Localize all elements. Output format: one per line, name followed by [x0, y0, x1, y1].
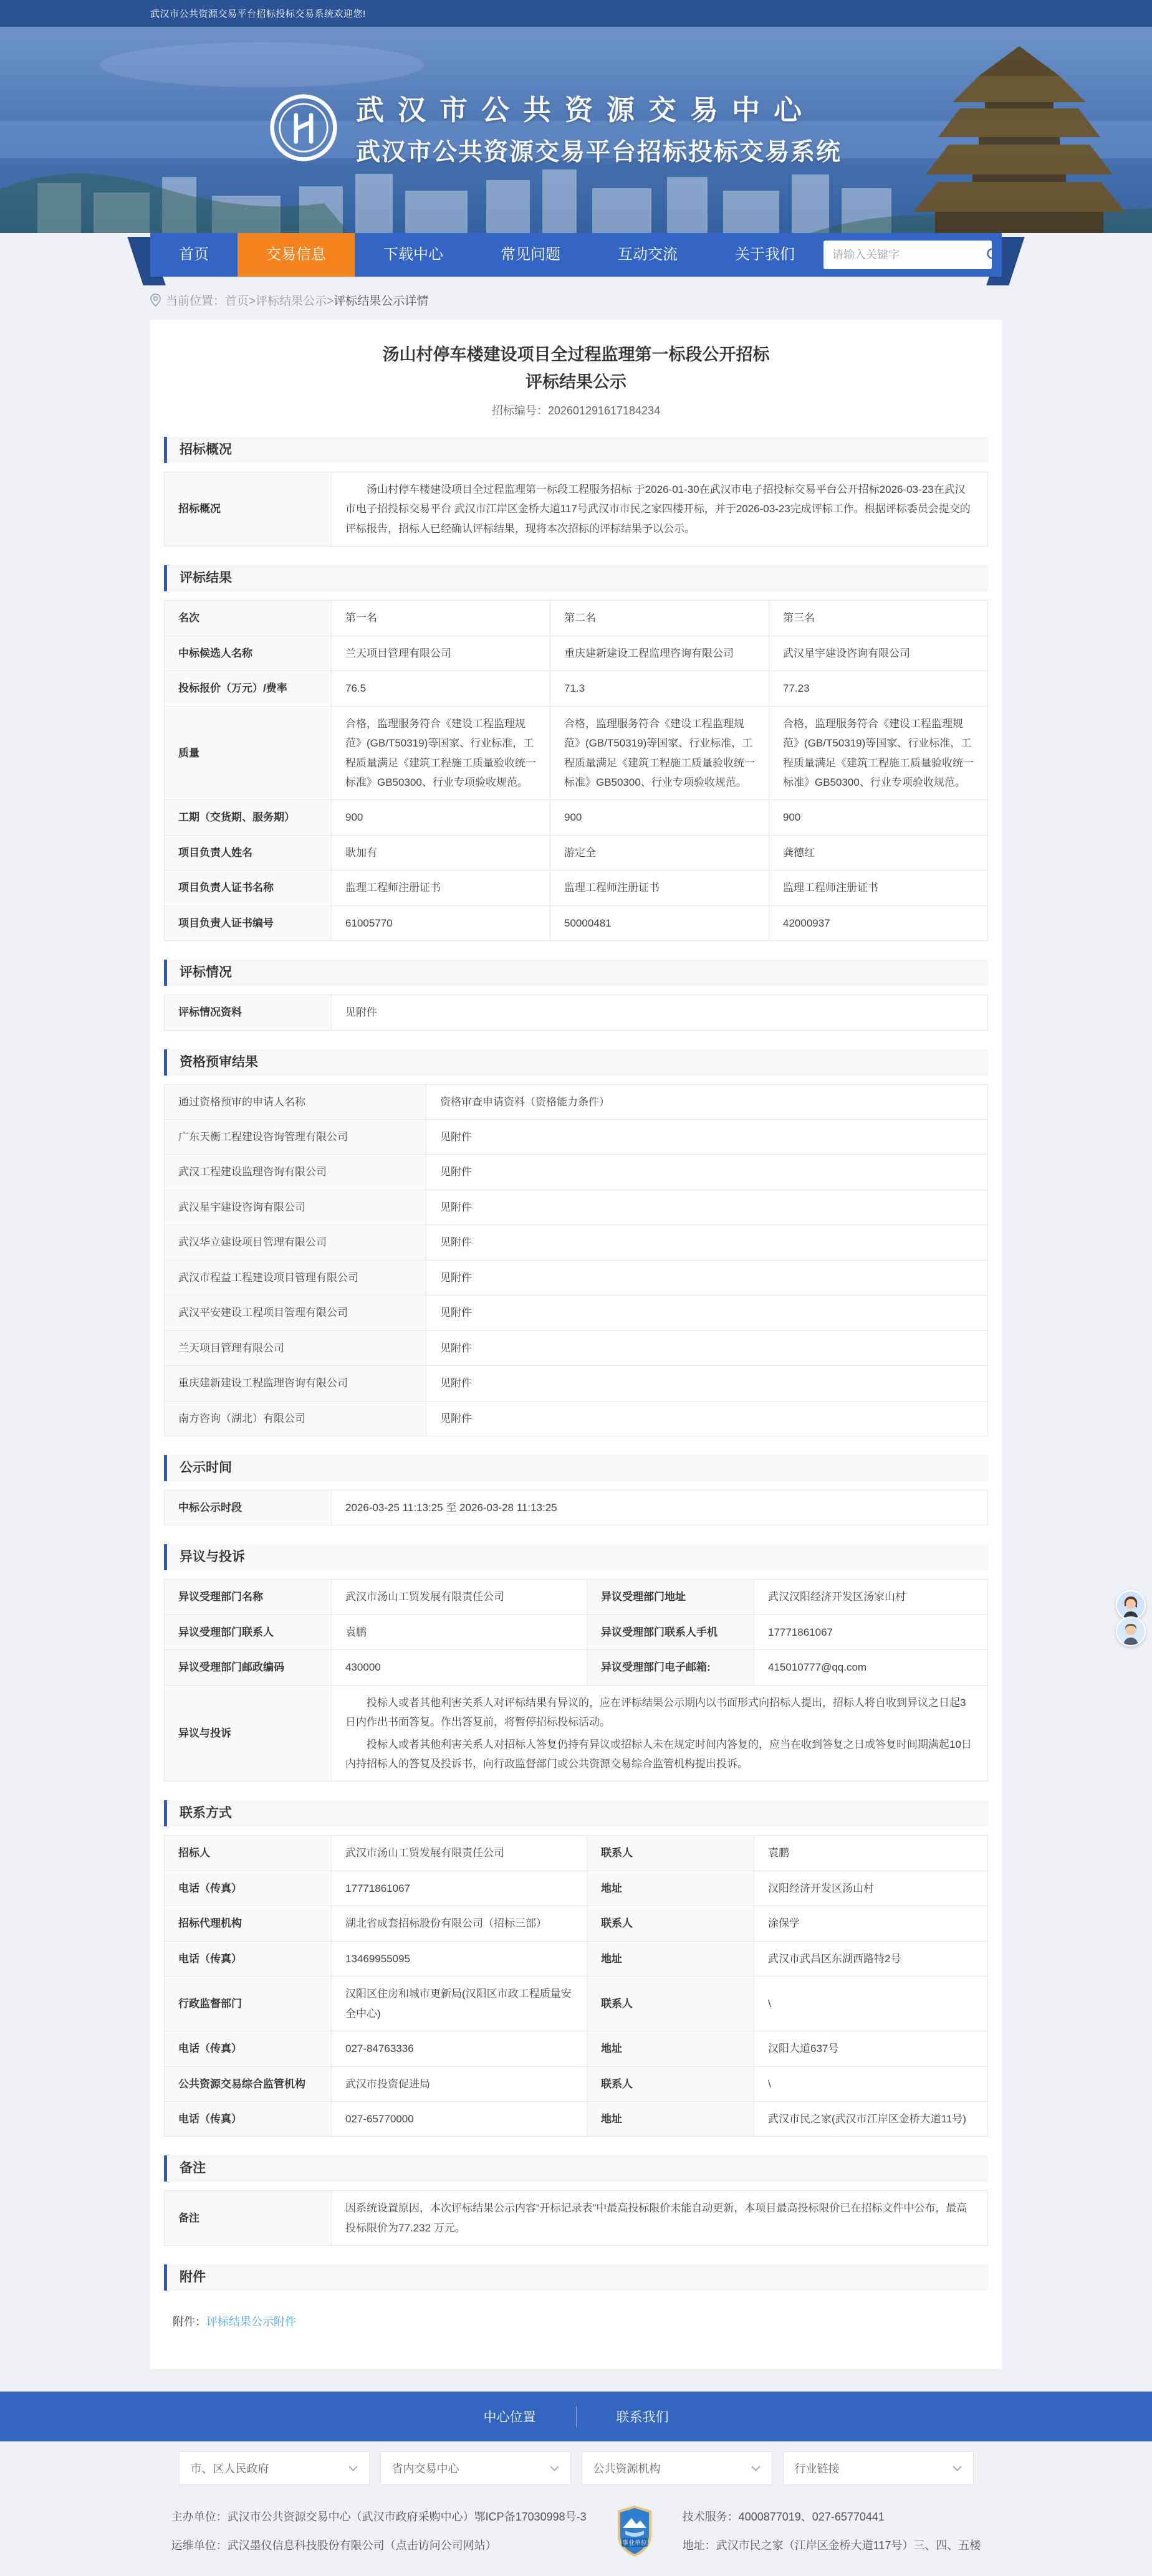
table-row	[165, 1260, 988, 1295]
row-value: \	[754, 2066, 988, 2101]
footer-link-location[interactable]: 中心位置	[483, 2410, 536, 2425]
svg-text:事业单位: 事业单位	[622, 2540, 647, 2547]
row-value: 汉阳大道637号	[754, 2031, 988, 2066]
row-label: 投标报价（万元）/费率	[165, 671, 332, 706]
table-row	[165, 1155, 988, 1190]
table-row	[165, 1650, 988, 1685]
footer-info	[150, 2502, 1002, 2560]
applicant-material: 见附件	[426, 1155, 988, 1190]
candidate-2-value: 900	[550, 800, 769, 835]
search-icon	[986, 247, 992, 263]
breadcrumb-path[interactable]: 首页>评标结果公示>	[225, 295, 334, 308]
section-heading-result: 评标结果	[164, 565, 988, 591]
row-label: 行政监督部门	[165, 1977, 332, 2031]
row-label: 异议受理部门地址	[587, 1580, 754, 1615]
table-row	[165, 636, 988, 670]
row-value: 武汉市武昌区东湖西路特2号	[754, 1941, 988, 1976]
chevron-down-icon	[751, 2466, 761, 2471]
customer-service-widget	[1116, 1590, 1147, 1646]
row-value: 袁鹏	[332, 1615, 587, 1649]
row-label: 异议受理部门联系人	[165, 1615, 332, 1649]
table-row	[165, 1366, 988, 1401]
table-row	[165, 1580, 988, 1615]
row-value: 武汉汉阳经济开发区汤家山村	[754, 1580, 988, 1615]
select-province-centers[interactable]: 省内交易中心	[380, 2451, 571, 2485]
applicant-material: 见附件	[426, 1225, 988, 1260]
nav-item-download[interactable]: 下载中心	[383, 246, 443, 263]
applicant-material: 见附件	[426, 1120, 988, 1155]
candidate-3-value: 77.23	[769, 671, 988, 706]
row-label: 电话（传真）	[165, 2101, 332, 2136]
section-heading-prequal: 资格预审结果	[164, 1049, 988, 1076]
row-label: 电话（传真）	[165, 1871, 332, 1906]
applicant-name: 重庆建新建设工程监理咨询有限公司	[165, 1366, 426, 1401]
evaluation-value: 见附件	[332, 995, 988, 1030]
table-row	[165, 1490, 988, 1525]
main-nav	[150, 233, 1002, 277]
table-row	[165, 671, 988, 706]
row-value: \	[754, 1977, 988, 2031]
row-label: 异议与投诉	[165, 1685, 332, 1782]
table-row	[165, 2191, 988, 2246]
chevron-down-icon	[348, 2466, 358, 2471]
breadcrumb	[150, 292, 1002, 308]
objection-statement-row	[165, 1685, 988, 1782]
row-label: 评标情况资料	[165, 995, 332, 1030]
footer-maintenance-line: 运维单位：武汉墨仪信息科技股份有限公司（点击访问公司网站）	[171, 2539, 497, 2552]
applicant-name: 武汉市程益工程建设项目管理有限公司	[165, 1260, 426, 1295]
nav-item-about[interactable]: 关于我们	[735, 246, 795, 263]
table-row	[165, 1120, 988, 1155]
applicant-material: 见附件	[426, 1260, 988, 1295]
table-row	[165, 1225, 988, 1260]
candidate-2-value: 重庆建新建设工程监理咨询有限公司	[550, 636, 769, 670]
applicant-name: 武汉工程建设监理咨询有限公司	[165, 1155, 426, 1190]
candidate-2-value: 游定全	[550, 835, 769, 870]
section-heading-evaluation: 评标情况	[164, 960, 988, 986]
row-value: 涂保学	[754, 1906, 988, 1941]
table-row	[165, 800, 988, 835]
applicant-material: 见附件	[426, 1330, 988, 1365]
select-public-resource-orgs[interactable]: 公共资源机构	[582, 2451, 772, 2485]
attachment-link[interactable]: 评标结果公示附件	[206, 2316, 296, 2329]
customer-service-avatar-secondary[interactable]	[1116, 1616, 1146, 1646]
table-row	[165, 706, 988, 800]
candidate-1-value: 61005770	[332, 905, 550, 940]
footer-bar	[0, 2392, 1152, 2441]
row-value: 汉阳经济开发区汤山村	[754, 1871, 988, 1906]
chevron-down-icon	[953, 2466, 962, 2471]
candidate-3-value: 龚德红	[769, 835, 988, 870]
objection-table	[164, 1579, 988, 1782]
applicant-name: 武汉平安建设工程项目管理有限公司	[165, 1295, 426, 1330]
attachment-label: 附件：	[173, 2316, 206, 2329]
row-value: 430000	[332, 1650, 587, 1685]
candidate-2-value: 监理工程师注册证书	[550, 871, 769, 905]
candidate-3-value: 42000937	[769, 905, 988, 940]
row-label: 中标候选人名称	[165, 636, 332, 670]
candidate-2-value: 50000481	[550, 905, 769, 940]
company-site-link[interactable]: （点击访问公司网站）	[384, 2539, 497, 2552]
row-label: 招标人	[165, 1836, 332, 1871]
row-value: 027-65770000	[332, 2101, 587, 2136]
row-value: 武汉市汤山工贸发展有限责任公司	[332, 1836, 587, 1871]
applicant-material: 见附件	[426, 1366, 988, 1401]
row-label: 地址	[587, 2101, 754, 2136]
notice-card	[150, 320, 1002, 2369]
prequal-table	[164, 1084, 988, 1436]
table-row	[165, 1941, 988, 1976]
candidate-3-value: 900	[769, 800, 988, 835]
section-heading-remark: 备注	[164, 2155, 988, 2182]
row-value: 湖北省成套招标股份有限公司（招标三部）	[332, 1906, 587, 1941]
table-row	[165, 472, 988, 546]
breadcrumb-label: 当前位置：	[166, 295, 226, 308]
candidate-3-value: 武汉星宇建设咨询有限公司	[769, 636, 988, 670]
evaluation-info-table	[164, 995, 988, 1030]
row-label: 工期（交货期、服务期）	[165, 800, 332, 835]
applicant-name: 南方咨询（湖北）有限公司	[165, 1401, 426, 1436]
footer-host-line: 主办单位：武汉市公共资源交易中心（武汉市政府采购中心）鄂ICP备17030998号-3	[171, 2511, 587, 2524]
prequal-header-label: 通过资格预审的申请人名称	[165, 1084, 426, 1119]
applicant-name: 武汉星宇建设咨询有限公司	[165, 1190, 426, 1224]
row-label: 异议受理部门名称	[165, 1580, 332, 1615]
applicant-material: 见附件	[426, 1401, 988, 1436]
prequal-header-value: 资格审查申请资料（资格能力条件）	[426, 1084, 988, 1119]
row-label: 联系人	[587, 1836, 754, 1871]
candidate-1-value: 76.5	[332, 671, 550, 706]
table-row	[165, 905, 988, 940]
row-label: 招标代理机构	[165, 1906, 332, 1941]
welcome-text: 武汉市公共资源交易平台招标投标交易系统欢迎您!	[150, 9, 366, 19]
row-label: 联系人	[587, 1977, 754, 2031]
candidate-1-value: 兰天项目管理有限公司	[332, 636, 550, 670]
applicant-material: 见附件	[426, 1295, 988, 1330]
table-row	[165, 1401, 988, 1436]
row-value: 武汉市汤山工贸发展有限责任公司	[332, 1580, 587, 1615]
select-city-gov[interactable]: 市、区人民政府	[179, 2451, 370, 2485]
row-label: 名次	[165, 601, 332, 636]
site-banner	[0, 27, 1152, 233]
row-value: 袁鹏	[754, 1836, 988, 1871]
location-pin-icon	[150, 293, 161, 307]
public-institution-badge-icon[interactable]	[615, 2504, 654, 2558]
row-label: 招标概况	[165, 472, 332, 546]
objection-statement: 投标人或者其他利害关系人对评标结果有异议的，应在评标结果公示期内以书面形式向招标人提出，招标人将自收到异议之日起3日内作出书面答复。作出答复前，将暂停招标投标活动。 投标人或者其他利害关系人对招标人答复仍持有异议或招标人未在规定时间内答复的，应当在收到答复之日或答复时间期满起10日内持招标人的答复及投诉书，向行政监督部门或公共资源交易综合监管机构提出投诉。	[332, 1685, 988, 1782]
footer-service-line: 技术服务：4000877019、027-65770441	[682, 2511, 885, 2524]
row-value: 17771861067	[332, 1871, 587, 1906]
table-row	[165, 1836, 988, 1871]
table-row	[165, 871, 988, 905]
candidate-1-value: 900	[332, 800, 550, 835]
search-input[interactable]	[823, 241, 986, 269]
row-label: 异议受理部门邮政编码	[165, 1650, 332, 1685]
row-label: 项目负责人姓名	[165, 835, 332, 870]
row-label: 异议受理部门电子邮箱:	[587, 1650, 754, 1685]
row-label: 质量	[165, 706, 332, 800]
footer-link-selects	[150, 2451, 1002, 2485]
section-heading-contacts: 联系方式	[164, 1800, 988, 1826]
applicant-name: 广东天衡工程建设咨询管理有限公司	[165, 1120, 426, 1155]
table-row	[165, 2066, 988, 2101]
row-label: 项目负责人证书名称	[165, 871, 332, 905]
search-button[interactable]	[986, 241, 992, 269]
publicity-table	[164, 1490, 988, 1525]
section-heading-overview: 招标概况	[164, 437, 988, 463]
nav-item-faq[interactable]: 常见问题	[501, 246, 560, 263]
bid-number: 招标编号：202601291617184234	[491, 404, 661, 417]
overview-table	[164, 472, 988, 546]
table-row	[165, 1190, 988, 1224]
row-label: 电话（传真）	[165, 1941, 332, 1976]
candidate-1-value: 合格，监理服务符合《建设工程监理规范》(GB/T50319)等国家、行业标准，工程质量满足《建筑工程施工质量验收统一标准》GB50300、行业专项验收规范。	[332, 706, 550, 800]
row-value: 武汉市民之家(武汉市江岸区金桥大道11号)	[754, 2101, 988, 2136]
section-heading-objection: 异议与投诉	[164, 1544, 988, 1570]
candidate-2-value: 71.3	[550, 671, 769, 706]
customer-service-avatar[interactable]	[1116, 1590, 1146, 1620]
table-row	[165, 835, 988, 870]
applicant-name: 兰天项目管理有限公司	[165, 1330, 426, 1365]
remark-table	[164, 2190, 988, 2246]
applicant-material: 见附件	[426, 1190, 988, 1224]
row-value: 17771861067	[754, 1615, 988, 1649]
table-header-row	[165, 1084, 988, 1119]
row-label: 地址	[587, 2031, 754, 2066]
welcome-bar	[0, 0, 1152, 27]
remark-text: 因系统设置原因，本次评标结果公示内容“开标记录表”中最高投标限价未能自动更新，本项目最高投标限价已在招标文件中公布，最高投标限价为77.232 万元。	[332, 2191, 988, 2246]
row-label: 公共资源交易综合监管机构	[165, 2066, 332, 2101]
table-row	[165, 995, 988, 1030]
row-value: 汉阳区住房和城市更新局(汉阳区市政工程质量安全中心)	[332, 1977, 587, 2031]
candidate-2-value: 第二名	[550, 601, 769, 636]
row-label: 备注	[165, 2191, 332, 2246]
row-value: 13469955095	[332, 1941, 587, 1976]
row-label: 地址	[587, 1871, 754, 1906]
row-label: 异议受理部门联系人手机	[587, 1615, 754, 1649]
candidate-1-value: 监理工程师注册证书	[332, 871, 550, 905]
table-row	[165, 1977, 988, 2031]
table-row	[165, 1295, 988, 1330]
breadcrumb-current: 评标结果公示详情	[334, 295, 429, 308]
publicity-period: 2026-03-25 11:13:25 至 2026-03-28 11:13:25	[332, 1490, 988, 1525]
row-label: 联系人	[587, 2066, 754, 2101]
table-row	[165, 601, 988, 636]
row-label: 联系人	[587, 1906, 754, 1941]
chevron-down-icon	[550, 2466, 559, 2471]
candidate-3-value: 合格，监理服务符合《建设工程监理规范》(GB/T50319)等国家、行业标准，工程质量满足《建筑工程施工质量验收统一标准》GB50300、行业专项验收规范。	[769, 706, 988, 800]
search-box	[823, 241, 992, 269]
applicant-name: 武汉华立建设项目管理有限公司	[165, 1225, 426, 1260]
row-label: 电话（传真）	[165, 2031, 332, 2066]
attachment-line	[173, 2313, 988, 2329]
row-label: 中标公示时段	[165, 1490, 332, 1525]
candidate-1-value: 第一名	[332, 601, 550, 636]
candidate-3-value: 第三名	[769, 601, 988, 636]
overview-text: 汤山村停车楼建设项目全过程监理第一标段工程服务招标 于2026-01-30在武汉市电子招投标交易平台公开招标2026-03-23在武汉市电子招投标交易平台 武汉市江岸区金桥大道117号武汉市市民之家四楼开标，并于2026-03-23完成评标工作。根据评标委员会提交的评标报告，招标人已经确认评标结果，现将本次招标的评标结果予以公示。	[332, 472, 988, 546]
site-title: 武汉市公共资源交易中心	[356, 94, 816, 126]
site-subtitle: 武汉市公共资源交易平台招标投标交易系统	[356, 139, 842, 166]
table-row	[165, 1906, 988, 1941]
row-value: 武汉市投资促进局	[332, 2066, 587, 2101]
row-value: 415010777@qq.com	[754, 1650, 988, 1685]
table-row	[165, 2101, 988, 2136]
row-label: 地址	[587, 1941, 754, 1976]
row-value: 027-84763336	[332, 2031, 587, 2066]
evaluation-result-table	[164, 600, 988, 941]
footer-address-line: 地址：武汉市民之家（江岸区金桥大道117号）三、四、五楼	[682, 2539, 981, 2552]
nav-item-interaction[interactable]: 互动交流	[618, 246, 678, 263]
nav-item-home[interactable]: 首页	[179, 246, 209, 263]
select-industry-links[interactable]: 行业链接	[783, 2451, 974, 2485]
table-row	[165, 1615, 988, 1649]
contacts-table	[164, 1835, 988, 2137]
row-label: 项目负责人证书编号	[165, 905, 332, 940]
footer-link-contact[interactable]: 联系我们	[616, 2410, 669, 2425]
candidate-1-value: 耿加有	[332, 835, 550, 870]
nav-item-trade-info[interactable]: 交易信息	[238, 233, 355, 277]
section-heading-publicity: 公示时间	[164, 1455, 988, 1481]
table-row	[165, 1330, 988, 1365]
candidate-2-value: 合格，监理服务符合《建设工程监理规范》(GB/T50319)等国家、行业标准，工程质量满足《建筑工程施工质量验收统一标准》GB50300、行业专项验收规范。	[550, 706, 769, 800]
candidate-3-value: 监理工程师注册证书	[769, 871, 988, 905]
section-heading-attachment: 附件	[164, 2264, 988, 2291]
table-row	[165, 1871, 988, 1906]
page-title: 汤山村停车楼建设项目全过程监理第一标段公开招标 评标结果公示	[382, 345, 770, 391]
center-logo-icon	[269, 93, 338, 163]
table-row	[165, 2031, 988, 2066]
